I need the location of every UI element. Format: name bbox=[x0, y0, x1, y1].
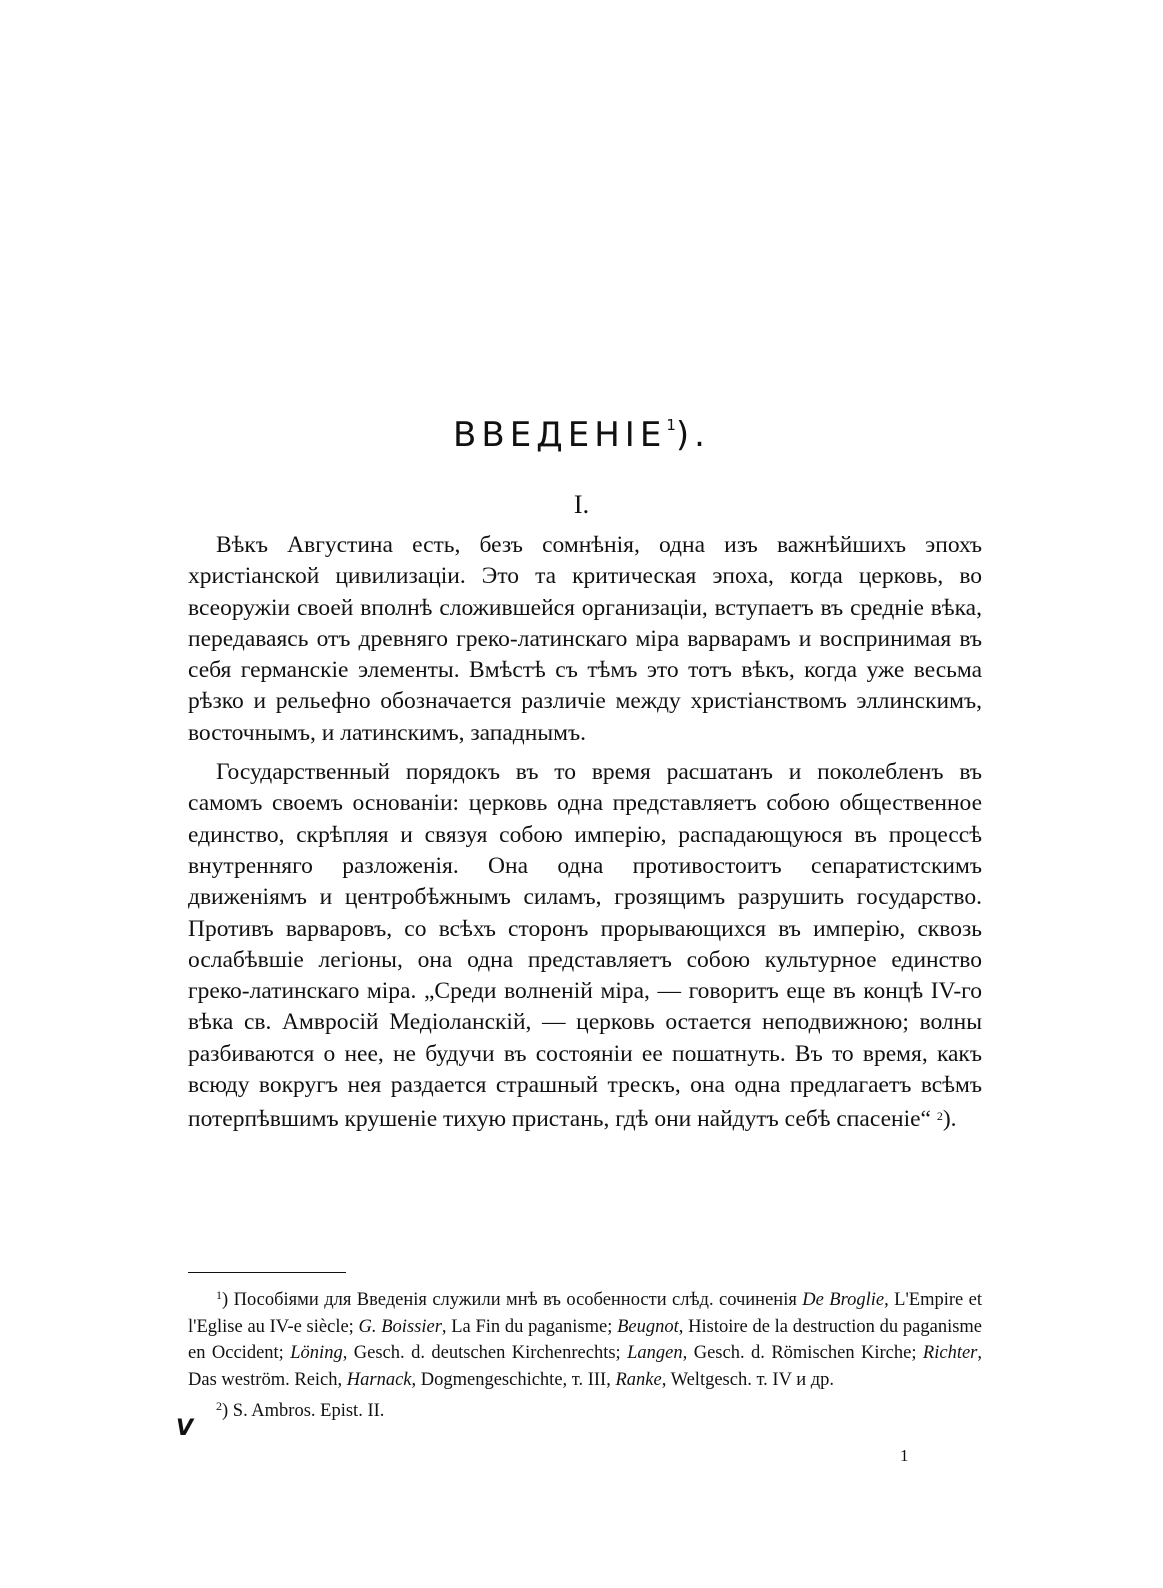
author-name: Löning bbox=[290, 1343, 343, 1364]
footnote-text: , L'Empire et l'Eglise au IV-e siècle; bbox=[188, 1290, 983, 1337]
page-number: 1 bbox=[900, 1446, 909, 1465]
body-text bbox=[188, 530, 982, 1144]
footnote-text: ) S. Ambros. Epist. II. bbox=[222, 1401, 385, 1422]
margin-check-mark: V bbox=[176, 1416, 194, 1441]
author-name: Richter bbox=[922, 1343, 978, 1364]
footnote-divider bbox=[188, 1272, 346, 1273]
footnote-text: ) Пособіями для Введенія служили мнѣ въ особенности слѣд. сочиненія bbox=[222, 1290, 803, 1310]
author-name: Harnack bbox=[346, 1369, 412, 1390]
footnote-text: , La Fin du paganisme; bbox=[441, 1316, 618, 1337]
title-text: ВВЕДЕНIЕ bbox=[453, 415, 667, 455]
paragraph: Вѣкъ Августина есть, безъ сомнѣнія, одна изъ важнѣйшихъ эпохъ христіанской цивилизаціи. Это та критическая эпоха, когда церковь, во всеоружіи своей вполнѣ сложившейся организаціи, вступаетъ въ средніе вѣка, передаваясь отъ древняго греко-латинскаго міра варварамъ и воспринимая въ себя германскіе элементы. Вмѣстѣ съ тѣмъ это тотъ вѣкъ, когда уже весьма рѣзко и рельефно обозначается различіе между христіанствомъ эллинскимъ, восточнымъ, и латинскимъ, западнымъ. bbox=[188, 532, 982, 746]
footnote-mark: 1 bbox=[216, 1288, 222, 1302]
footnote-text: , Gesch. d. deutschen Kirchenrechts; bbox=[342, 1343, 628, 1364]
footnote-ref-2[interactable]: 2 bbox=[936, 1109, 943, 1124]
title-footnote-ref[interactable]: 1 bbox=[666, 416, 676, 434]
paragraph-end: ). bbox=[942, 1106, 957, 1133]
section-number: I. bbox=[573, 490, 590, 519]
paragraph-text: Государственный порядокъ въ то время расшатанъ и поколебленъ въ самомъ своемъ основаніи: церковь одна представляетъ собою общественное единство, скрѣпляя и связуя собою имперію, распадающуюся въ процессѣ внутренняго разложенія. Она одна противостоитъ сепаратистскимъ движеніямъ и центробѣжнымъ силамъ, грозящимъ разрушить государство. Противъ варваровъ, со всѣхъ сторонъ прорывающихся въ имперію, сквозь ослабѣвшіе легіоны, она одна представляетъ собою культурное единство греко-латинскаго міра. „Среди волненій міра, — говоритъ еще въ концѣ IV-го вѣка св. Амвросій Медіоланскій, — церковь остается неподвижною; волны разбиваются о нее, не будучи въ состояніи ее пошатнуть. Въ то время, какъ всюду вокругъ нея раздается страшный трескъ, она одна предлагаетъ всѣмъ потерпѣвшимъ крушеніе тихую пристань, гдѣ они найдутъ себѣ спасеніе“ bbox=[188, 759, 982, 1133]
author-name: Langen bbox=[627, 1343, 683, 1364]
title-suffix: ). bbox=[675, 415, 710, 455]
footnote-2 bbox=[188, 1393, 982, 1425]
footnotes bbox=[188, 1282, 982, 1425]
footnote-text: , Gesch. d. Römischen Kirche; bbox=[682, 1343, 923, 1364]
footnote-text: , Das weström. Reich, bbox=[188, 1343, 982, 1390]
author-name: G. Boissier bbox=[358, 1316, 442, 1337]
footnote-text: , Histoire de la destruction du paganisme en Occident; bbox=[188, 1316, 983, 1364]
footnote-1 bbox=[188, 1282, 982, 1393]
page-title bbox=[0, 415, 1163, 455]
footnote-mark: 2 bbox=[216, 1399, 222, 1414]
author-name: Beugnot bbox=[617, 1316, 679, 1337]
paragraph bbox=[188, 757, 982, 1136]
footnote-text: , Weltgesch. т. IV и др. bbox=[661, 1369, 835, 1390]
footnote-text: , Dogmengeschichte, т. III, bbox=[411, 1369, 616, 1390]
author-name: De Broglie bbox=[802, 1290, 885, 1310]
author-name: Ranke bbox=[615, 1369, 662, 1390]
